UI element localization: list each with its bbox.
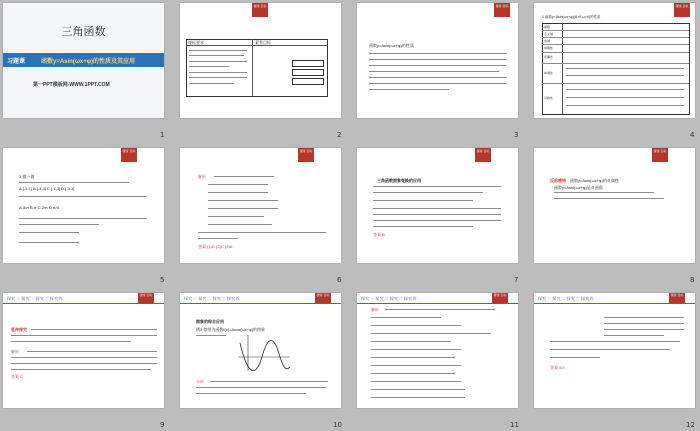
nav-tabs[interactable]: 探究一 探究二 探究三 探究四 [7,296,63,301]
slide-number: 5 [160,276,165,284]
options-2: A.3/π B.π C.2/π D.π/3 [19,205,59,210]
analysis-label: 解析 [371,307,379,312]
slide-10[interactable] [180,293,341,408]
analysis-label: 解析 [198,174,206,179]
banner-subtitle: 习题课 [7,59,26,65]
slide-heading: 图象的综合应用 [196,319,224,324]
exercise-heading: 3.做一做 [19,174,35,179]
slide-4[interactable] [534,3,695,118]
table-header-left: 课标要求 [188,40,204,45]
answer-text: 答案:5/2 [550,365,565,370]
slide-6[interactable] [180,148,341,263]
nav-badge: 课堂 目标 [315,293,331,303]
nav-bar [357,293,518,304]
options-1: A.[-1,1] B.[-4,4] C.[-1,3] D.[-3,3] [19,186,75,191]
slide-3[interactable] [357,3,518,118]
slide-heading: 1.函数y=Asin(ωx+φ)(A>0,ω>0)的性质 [542,15,601,19]
slide-number: 1 [160,131,165,139]
slide-title: 三角函数 [61,26,106,38]
nav-tabs[interactable]: 探究一 探究二 探究三 探究四 [361,296,417,301]
slide-number: 8 [690,276,695,284]
row-label: 对称性 [544,96,554,100]
answer-text: 答案:(1)D (2)C (3)A [198,244,233,249]
slide-number: 7 [514,276,519,284]
slide-badge: 课堂 目标 [121,148,137,162]
slide-badge: 课堂 目标 [674,3,690,17]
nav-badge: 课堂 目标 [492,293,508,303]
nav-badge: 课堂 目标 [669,293,685,303]
title-banner [3,53,164,67]
slide-heading: 三角函数图象变换的应用 [377,178,421,183]
cosine-graph [236,333,292,373]
slide-number: 12 [686,421,695,429]
slide-number: 10 [333,421,342,429]
analysis-label: 解析 [11,349,19,354]
example-text: 例3 如图为函数f(x)=Acos(ωx+φ)的图象 [196,327,266,332]
reflection-item: 函数y=Asin(ωx+φ)的奇偶性 [570,178,619,183]
answer-text: 答案:C [11,374,23,379]
nav-bar [534,293,695,304]
row-label: 奇偶性 [544,55,554,59]
slide-9[interactable] [3,293,164,408]
slide-badge: 课堂 目标 [494,3,510,17]
reflection-heading: 反思感悟 [550,178,566,183]
row-label: 周期性 [544,46,554,50]
requirements-table [186,39,328,97]
nav-badge: 课堂 目标 [138,293,154,303]
row-label: 单调性 [544,71,554,75]
slide-2[interactable] [180,3,341,118]
row-label: 值域 [544,39,551,43]
slide-badge: 课堂 目标 [652,148,668,162]
table-header-right: 素养目标 [255,40,271,45]
slide-number: 4 [690,131,695,139]
template-url: 第一PPT模板网-WWW.1PPT.COM [33,82,110,88]
slide-8[interactable] [534,148,695,263]
nav-tabs[interactable]: 探究一 探究二 探究三 探究四 [538,296,594,301]
slide-number: 6 [337,276,342,284]
slide-number: 3 [514,131,519,139]
extension-heading: 延伸探究 [11,327,27,332]
slide-number: 9 [160,421,165,429]
slide-number: 11 [510,421,519,429]
reflection-item: 函数y=Asin(ωx+φ)是奇函数 [554,185,603,190]
analysis-label: 分析 [196,379,204,384]
banner-formula: 函数y=Asin(ωx+φ)的性质及其应用 [41,59,136,65]
slide-number: 2 [337,131,342,139]
nav-tabs[interactable]: 探究一 探究二 探究三 探究四 [184,296,240,301]
slide-heading: 函数y=Asin(ωx+φ)的性质 [369,43,414,48]
slide-12[interactable] [534,293,695,408]
row-label: 定义域 [544,32,554,36]
row-label: 函数 [544,25,551,29]
slide-7[interactable] [357,148,518,263]
nav-bar [180,293,341,304]
slide-badge: 课堂 目标 [475,148,491,162]
slide-badge: 课堂 目标 [298,148,314,162]
slide-badge: 课堂 目标 [252,3,268,17]
slide-1[interactable] [3,3,164,118]
slide-5[interactable] [3,148,164,263]
nav-bar [3,293,164,304]
answer-text: 答案:B [373,232,385,237]
slide-11[interactable] [357,293,518,408]
